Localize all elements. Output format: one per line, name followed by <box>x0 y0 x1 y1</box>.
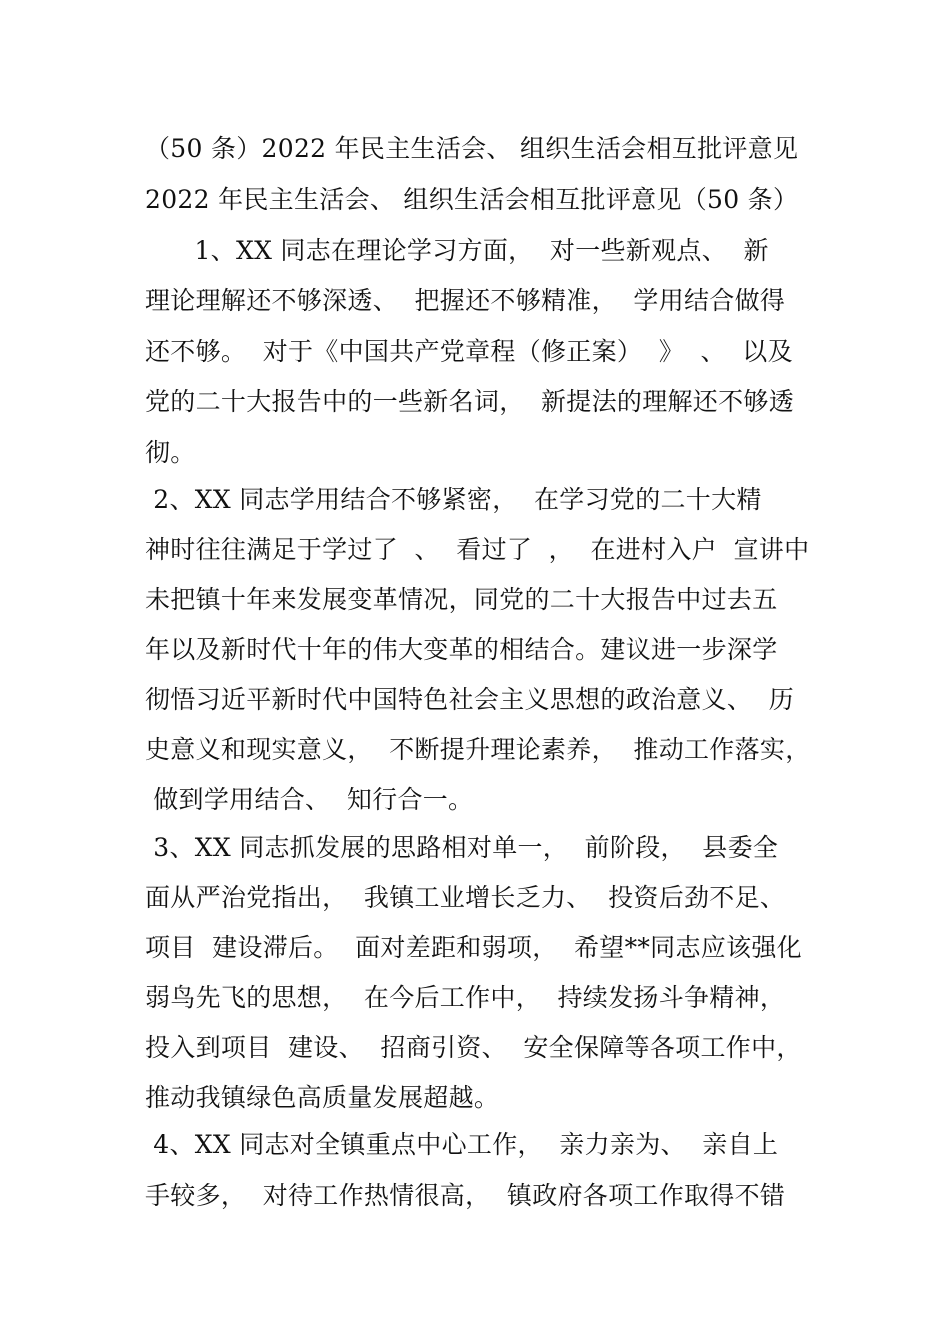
title-line-1: （50 条）2022 年民主生活会、 组织生活会相互批评意见 <box>145 134 799 163</box>
paragraph-1-line-1: 1、XX 同志在理论学习方面， 对一些新观点、 新 <box>145 236 769 265</box>
paragraph-3-line-6: 推动我镇绿色高质量发展超越。 <box>145 1083 500 1112</box>
paragraph-3-line-4: 弱鸟先飞的思想， 在今后工作中， 持续发扬斗争精神， <box>145 983 786 1012</box>
title-line-2: 2022 年民主生活会、 组织生活会相互批评意见（50 条） <box>145 185 799 214</box>
paragraph-1-line-3: 还不够。 对于《中国共产党章程（修正案） 》 、 以及 <box>145 337 793 366</box>
paragraph-2-line-1: 2、XX 同志学用结合不够紧密， 在学习党的二十大精 <box>145 485 762 514</box>
paragraph-2-line-3: 未把镇十年来发展变革情况，同党的二十大报告中过去五 <box>145 585 778 614</box>
paragraph-2-line-4: 年以及新时代十年的伟大变革的相结合。建议进一步深学 <box>145 635 778 664</box>
paragraph-2-line-7: 做到学用结合、 知行合一。 <box>145 785 474 814</box>
paragraph-4-line-2: 手较多， 对待工作热情很高， 镇政府各项工作取得不错 <box>145 1181 786 1210</box>
paragraph-2-line-2: 神时往往满足于学过了 、 看过了 ， 在进村入户 宣讲中 <box>145 535 810 564</box>
paragraph-2-line-6: 史意义和现实意义， 不断提升理论素养， 推动工作落实， <box>145 735 811 764</box>
paragraph-1-line-4: 党的二十大报告中的一些新名词， 新提法的理解还不够透 <box>145 387 794 416</box>
paragraph-4-line-1: 4、XX 同志对全镇重点中心工作， 亲力亲为、 亲自上 <box>145 1130 779 1159</box>
paragraph-2-line-5: 彻悟习近平新时代中国特色社会主义思想的政治意义、 历 <box>145 685 794 714</box>
paragraph-3-line-1: 3、XX 同志抓发展的思路相对单一， 前阶段， 县委全 <box>145 833 779 862</box>
paragraph-1-line-5: 彻。 <box>145 438 196 467</box>
paragraph-1-line-2: 理论理解还不够深透、 把握还不够精准， 学用结合做得 <box>145 286 786 315</box>
paragraph-3-line-2: 面从严治党指出， 我镇工业增长乏力、 投资后劲不足、 <box>145 883 786 912</box>
paragraph-3-line-5: 投入到项目 建设、 招商引资、 安全保障等各项工作中， <box>145 1033 802 1062</box>
paragraph-3-line-3: 项目 建设滞后。 面对差距和弱项， 希望**同志应该强化 <box>145 933 802 962</box>
